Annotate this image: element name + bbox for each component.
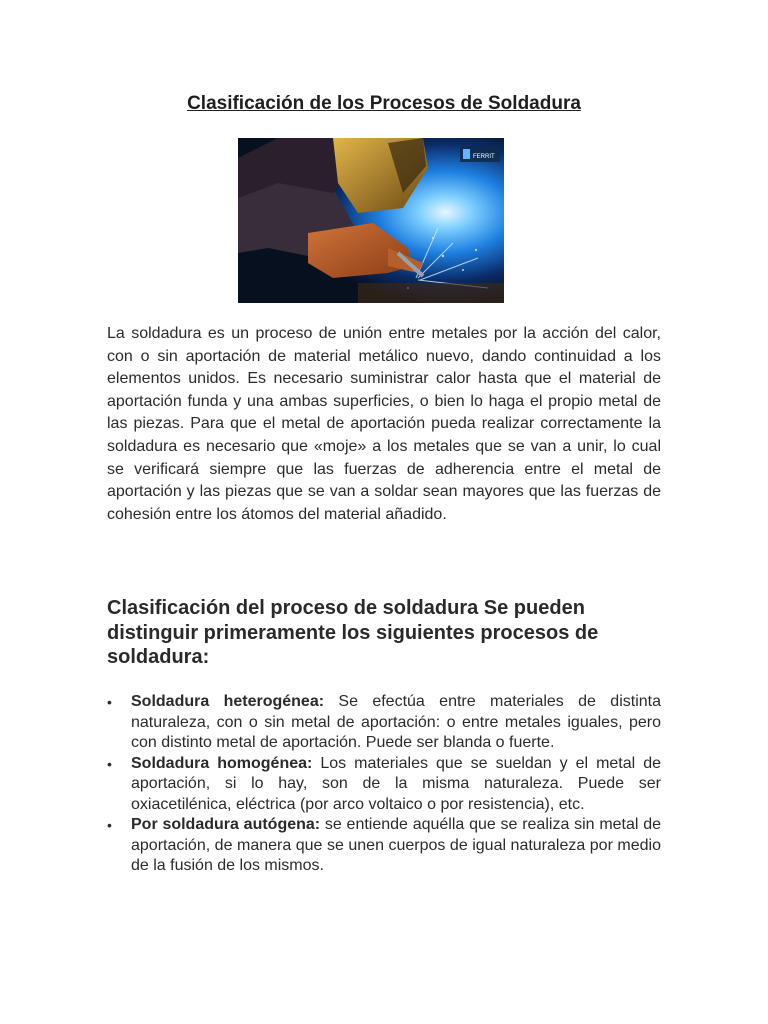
section-subheading: Clasificación del proceso de soldadura Se pueden distinguir primeramente los siguientes procesos de soldadura: [107,597,599,668]
bullet-icon: • [107,755,112,772]
bullet-icon: • [107,817,112,833]
document-title: Clasificación de los Procesos de Soldadura [187,93,581,114]
list-item-lead: Soldadura heterogénea: [131,693,325,710]
list-item-text: Los materiales que se sueldan y el metal de aportación, si lo hay, son de la misma naturaleza. Puede ser oxiacetilénica, eléctrica (por arco voltaico o por resistencia), etc. [131,754,662,813]
list-item-lead: Por soldadura autógena: [131,816,321,833]
watermark-text: FERRIT [473,154,495,160]
process-list [107,692,661,877]
list-item-lead: Soldadura homogénea: [131,754,313,772]
list-item [107,815,661,877]
list-item [107,692,661,754]
list-item-text: Se efectúa entre materiales de distinta naturaleza, con o sin metal de aportación: o entre metales iguales, pero con distinto metal de aportación. Puede ser blanda o fuerte. [131,693,661,751]
list-item [107,754,661,816]
list-item-text: se entiende aquélla que se realiza sin metal de aportación, de manera que se unen cuerpos de igual naturaleza por medio de la fusión de los mismos. [131,816,662,874]
bullet-icon: • [107,694,112,710]
intro-paragraph: La soldadura es un proceso de unión entre metales por la acción del calor, con o sin aportación de material metálico nuevo, dando continuidad a los elementos unidos. Es necesario suministrar calor hasta que el material de aportación funda y una ambas superficies, o bien lo haga el propio metal de las piezas. Para que el metal de aportación pueda realizar correctamente la soldadura es necesario que «moje» a los metales que se van a unir, lo cual se verificará siempre que las fuerzas de adherencia entre el metal de aportación y las piezas que se van a soldar sean mayores que las fuerzas de cohesión entre los átomos del material añadido. [107,325,661,523]
welder-photo [238,138,504,303]
